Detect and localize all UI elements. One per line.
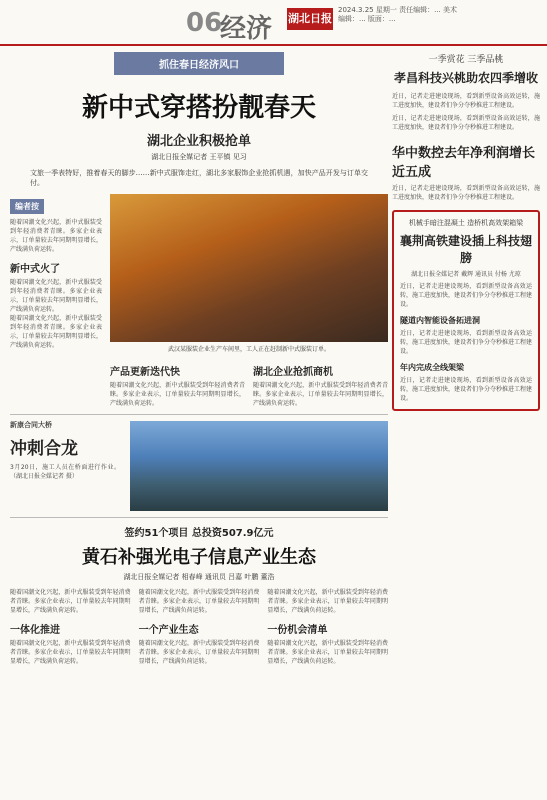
body-paragraph: 随着国潮文化兴起，新中式服装受到年轻消费者青睐。多家企业表示，订单量较去年同期明显增长，产线满负荷运转。	[138, 589, 260, 614]
masthead	[0, 0, 547, 46]
main-subhead: 湖北企业积极抢单	[146, 134, 251, 149]
page-number: 06	[186, 8, 223, 38]
editor-note-tag: 编者按	[10, 199, 44, 214]
box-kicker: 机械手暗注混凝土 造桥机高效架箱梁	[408, 219, 524, 227]
body-paragraph: 近日，记者走进建设现场，看到新型设备高效运转，施工进度加快，建设者们争分夺秒推进工程建设。	[392, 93, 540, 109]
section-heading: 一个产业生态	[138, 625, 199, 636]
section-heading: 一份机会清单	[267, 625, 328, 636]
bridge-caption: 3月20日，施工人员在桥面进行作业。（湖北日报全媒记者 摄）	[10, 464, 120, 480]
main-headline: 新中式穿搭扮靓春天	[81, 93, 316, 123]
body-paragraph: 随着国潮文化兴起，新中式服装受到年轻消费者青睐。多家企业表示，订单量较去年同期明显增长，产线满负荷运转。	[10, 640, 131, 665]
bridge-story	[10, 421, 388, 511]
divider	[10, 414, 388, 415]
box-byline: 湖北日报全媒记者 戴辉 通讯员 付杨 尤琼	[411, 271, 521, 278]
body-paragraph: 随着国潮文化兴起，新中式服装受到年轻消费者青睐。多家企业表示，订单量较去年同期明显增长，产线满负荷运转。	[267, 589, 389, 614]
bridge-headline: 冲刺合龙	[10, 439, 78, 459]
bottom-story-body	[10, 588, 388, 666]
left-column	[10, 52, 388, 666]
right-headline-1: 孝昌科技兴桃助农四季增收	[393, 71, 538, 85]
bridge-text-col	[10, 421, 120, 511]
body-paragraph: 随着国潮文化兴起，新中式服装受到年轻消费者青睐。多家企业表示，订单量较去年同期明显增长，产线满负荷运转。	[253, 382, 388, 407]
body-paragraph: 近日，记者走进建设现场，看到新型设备高效运转，施工进度加快，建设者们争分夺秒推进工程建设。	[400, 377, 533, 402]
story-photo-area	[110, 194, 388, 408]
section-heading: 湖北企业抢抓商机	[253, 367, 333, 378]
body-paragraph: 近日，记者走进建设现场，看到新型设备高效运转，施工进度加快，建设者们争分夺秒推进工程建设。	[400, 283, 533, 308]
box-headline: 襄荆高铁建设插上科技翅膀	[400, 234, 533, 265]
photo-caption: 武汉某服装企业生产车间里，工人正在赶制新中式服装订单。	[167, 346, 330, 353]
section-heading: 一体化推进	[10, 625, 60, 636]
bottom-byline: 湖北日报全媒记者 相春峰 通讯员 吕嘉 叶鹏 董浩	[123, 573, 275, 581]
box-section-heading: 隧道内智能设备拓进洞	[400, 316, 480, 325]
story-text-col	[10, 194, 102, 408]
bridge-photo	[130, 421, 388, 511]
main-byline: 湖北日报全媒记者 王平镇 见习	[151, 153, 247, 161]
body-paragraph: 随着国潮文化兴起，新中式服装受到年轻消费者青睐。多家企业表示，订单量较去年同期明显增长，产线满负荷运转。	[10, 219, 102, 253]
section-title: 经济	[220, 14, 273, 44]
body-paragraph: 近日，记者走进建设现场，看到新型设备高效运转，施工进度加快，建设者们争分夺秒推进工程建设。	[392, 115, 540, 131]
newspaper-logo: 湖北日报	[287, 8, 333, 30]
right-kicker: 一季赏花 三季品桃	[428, 55, 504, 65]
story-body	[10, 194, 388, 408]
body-paragraph: 随着国潮文化兴起，新中式服装受到年轻消费者青睐。多家企业表示，订单量较去年同期明显增长，产线满负荷运转。	[138, 640, 260, 665]
box-section-heading: 年内完成全线架梁	[400, 363, 464, 372]
right-headline-2: 华中数控去年净利润增长近五成	[392, 146, 536, 180]
feature-banner: 抓住春日经济风口	[114, 52, 284, 75]
signing-kicker: 签约51个项目 总投资507.9亿元	[124, 528, 274, 539]
right-column	[392, 52, 540, 411]
body-paragraph: 随着国潮文化兴起，新中式服装受到年轻消费者青睐。多家企业表示，订单量较去年同期明显增长，产线满负荷运转。	[10, 279, 102, 313]
body-paragraph: 近日，记者走进建设现场，看到新型设备高效运转，施工进度加快，建设者们争分夺秒推进工程建设。	[392, 185, 540, 201]
body-paragraph: 近日，记者走进建设现场，看到新型设备高效运转，施工进度加快，建设者们争分夺秒推进工程建设。	[400, 330, 533, 355]
body-paragraph: 随着国潮文化兴起，新中式服装受到年轻消费者青睐。多家企业表示，订单量较去年同期明显增长，产线满负荷运转。	[267, 640, 389, 665]
main-lead: 文旅一季表特好，推着春天的脚步……新中式服饰走红，湖北多家服饰企业抢抓机遇，加快产品开发与订单交付。	[30, 169, 368, 187]
section-heading: 新中式火了	[10, 264, 60, 275]
body-paragraph: 随着国潮文化兴起，新中式服装受到年轻消费者青睐。多家企业表示，订单量较去年同期明显增长，产线满负荷运转。	[110, 382, 245, 407]
body-paragraph: 随着国潮文化兴起，新中式服装受到年轻消费者青睐。多家企业表示，订单量较去年同期明显增长，产线满负荷运转。	[10, 315, 102, 349]
masthead-meta: 2024.3.25 星期一 责任编辑：... 美术编辑：... 版面：...	[338, 6, 457, 23]
bottom-headline: 黄石补强光电子信息产业生态	[82, 547, 316, 568]
section-heading: 产品更新迭代快	[110, 367, 180, 378]
highlight-box	[392, 210, 540, 411]
divider	[10, 517, 388, 518]
body-paragraph: 随着国潮文化兴起，新中式服装受到年轻消费者青睐。多家企业表示，订单量较去年同期明显增长，产线满负荷运转。	[10, 589, 131, 614]
bridge-kicker: 新康合同大桥	[10, 421, 52, 429]
news-photo	[110, 194, 388, 342]
